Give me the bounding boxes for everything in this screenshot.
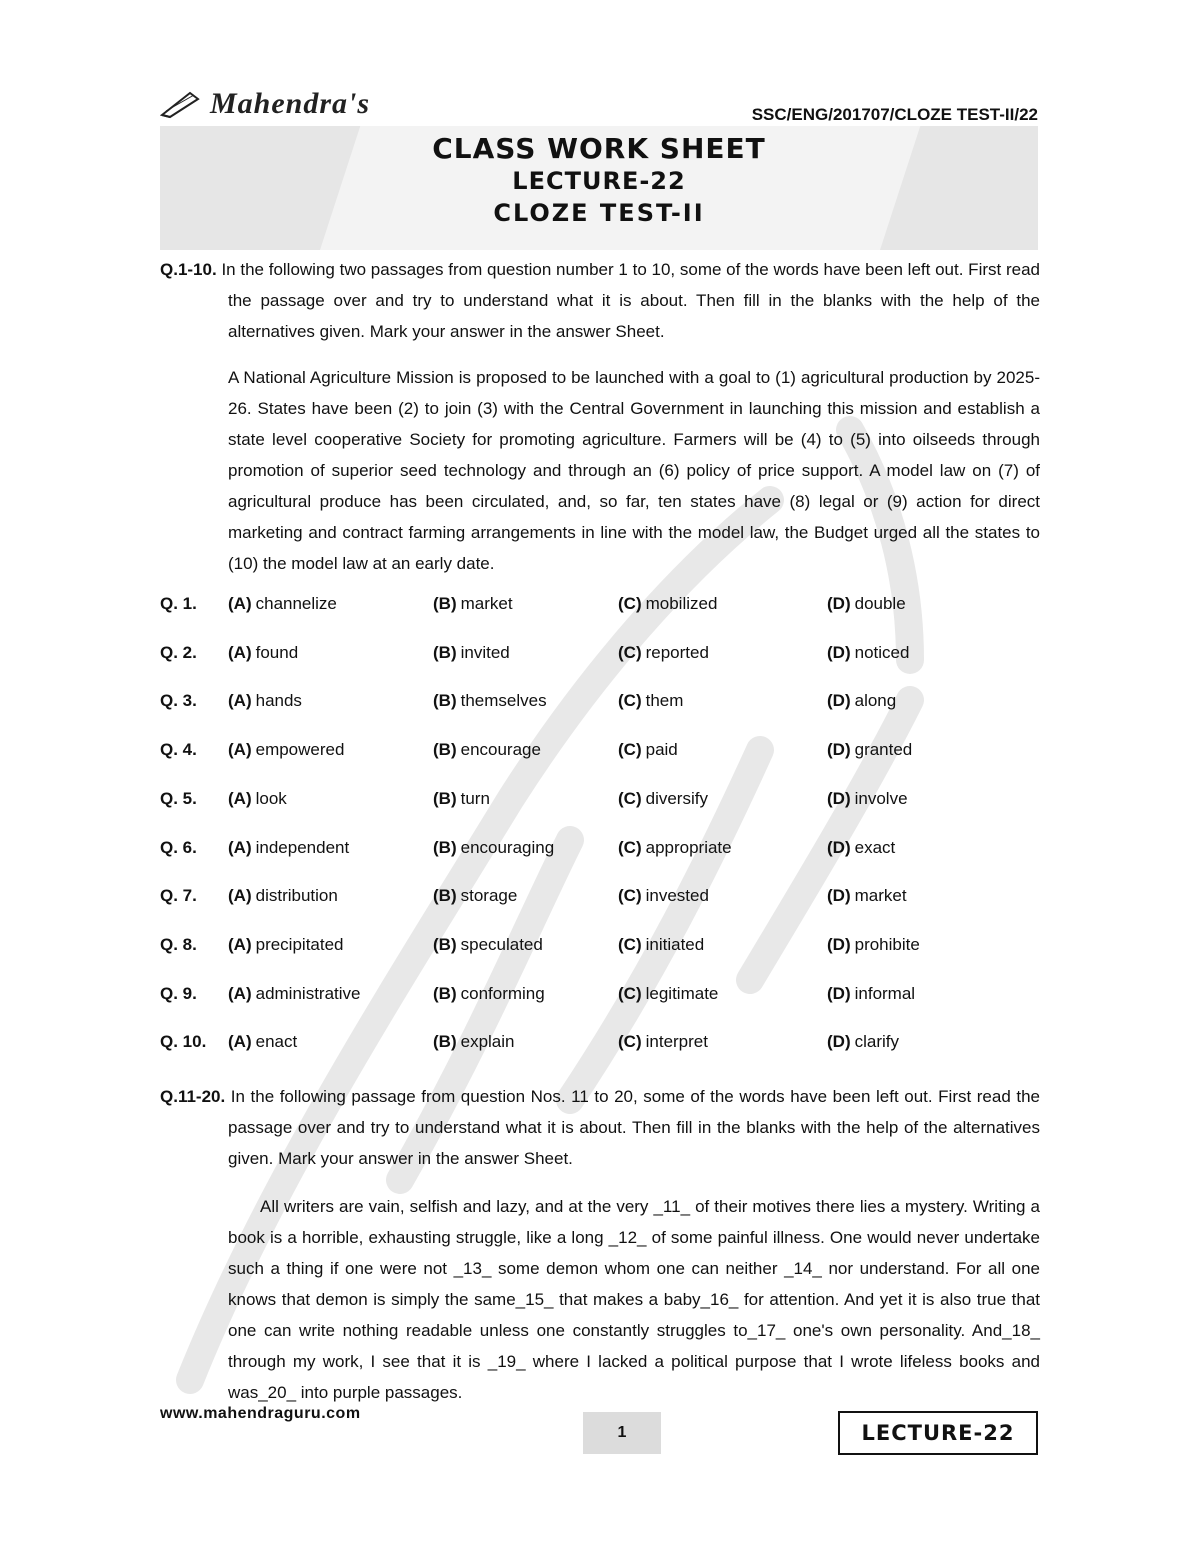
question-number: Q. 2. <box>160 642 197 662</box>
option-a <box>228 886 338 906</box>
option-text: look <box>255 788 287 808</box>
option-b <box>433 886 517 906</box>
option-text: along <box>854 691 897 711</box>
option-b <box>433 691 547 711</box>
option-label: (B) <box>433 983 457 1003</box>
question-number: Q. 5. <box>160 788 197 808</box>
option-label: (A) <box>228 837 252 857</box>
option-b <box>433 789 490 809</box>
option-text: encouraging <box>460 837 555 857</box>
option-text: initiated <box>645 934 705 954</box>
sheet-title: CLASS WORK SHEET <box>432 132 766 165</box>
section2-instructions <box>160 1081 1040 1174</box>
option-c <box>618 838 732 858</box>
question-number: Q. 10. <box>160 1032 207 1052</box>
question-row <box>160 691 1040 721</box>
option-d <box>827 935 920 955</box>
option-text: themselves <box>460 691 547 711</box>
option-label: (A) <box>228 642 252 662</box>
option-label: (C) <box>618 788 642 808</box>
option-label: (C) <box>618 886 642 906</box>
option-label: (B) <box>433 740 457 760</box>
option-label: (A) <box>228 886 252 906</box>
option-text: appropriate <box>645 837 732 857</box>
section1-instructions <box>160 254 1040 347</box>
section1-instructions-text: In the following two passages from question number 1 to 10, some of the words have been left out. First read the passage over and try to understand what it is about. Then fill in the blanks with the help of the alternatives given. Mark your answer in the answer Sheet. <box>221 260 1040 341</box>
pen-icon <box>160 89 204 119</box>
option-label: (B) <box>433 642 457 662</box>
option-d <box>827 691 896 711</box>
option-label: (D) <box>827 788 851 808</box>
option-text: market <box>854 886 907 906</box>
option-text: prohibite <box>854 934 920 954</box>
passage1-text: A National Agriculture Mission is proposed to be launched with a goal to (1) agricultural production by 2025-26. States have been (2) to join (3) with the Central Government in launching this mission and establish a state level cooperative Society for promoting agriculture. Farmers will be (4) to (5) into oilseeds through promotion of superior seed technology and through an (6) policy of price support. A model law on (7) of agricultural produce has been circulated, and, so far, ten states have (8) legal or (9) action for direct marketing and contract farming arrangements in line with the model law, the Budget urged all the states to (10) the model law at an early date. <box>228 368 1040 573</box>
option-text: channelize <box>255 594 337 613</box>
option-c <box>618 935 704 955</box>
question-row <box>160 643 1040 673</box>
option-label: (C) <box>618 837 642 857</box>
question-number: Q. 4. <box>160 740 197 760</box>
option-text: market <box>460 594 513 613</box>
option-text: independent <box>255 837 350 857</box>
option-label: (A) <box>228 983 252 1003</box>
question-row <box>160 984 1040 1014</box>
question-number: Q. 7. <box>160 886 197 906</box>
option-label: (A) <box>228 594 252 613</box>
question-row <box>160 789 1040 819</box>
option-c <box>618 789 708 809</box>
option-text: precipitated <box>255 934 344 954</box>
question-row <box>160 935 1040 965</box>
option-label: (A) <box>228 1032 252 1052</box>
option-d <box>827 740 912 760</box>
option-c <box>618 691 683 711</box>
option-text: storage <box>460 886 518 906</box>
option-b <box>433 740 541 760</box>
option-label: (C) <box>618 983 642 1003</box>
lecture-title: LECTURE-22 <box>512 167 686 195</box>
question-number: Q. 3. <box>160 691 197 711</box>
option-text: speculated <box>460 934 543 954</box>
option-label: (D) <box>827 642 851 662</box>
option-text: mobilized <box>645 594 718 613</box>
option-label: (A) <box>228 691 252 711</box>
section1-passage <box>160 362 1040 579</box>
title-banner <box>160 126 1038 250</box>
option-label: (D) <box>827 886 851 906</box>
option-text: administrative <box>255 983 361 1003</box>
option-c <box>618 984 718 1004</box>
option-a <box>228 935 344 955</box>
section1-label: Q.1-10. <box>160 260 217 279</box>
option-a <box>228 594 337 614</box>
option-d <box>827 1032 899 1052</box>
section2-instructions-text: In the following passage from question Nos. 11 to 20, some of the words have been left out. First read the passage over and try to understand what it is about. Then fill in the blanks with the help of the alternatives given. Mark your answer in the answer Sheet. <box>228 1087 1040 1168</box>
question-number: Q. 9. <box>160 983 197 1003</box>
option-text: turn <box>460 788 490 808</box>
question-row <box>160 1032 1040 1062</box>
option-b <box>433 643 510 663</box>
question-number: Q. 8. <box>160 934 197 954</box>
option-b <box>433 838 554 858</box>
option-a <box>228 691 302 711</box>
option-text: interpret <box>645 1032 708 1052</box>
option-text: explain <box>460 1032 515 1052</box>
option-c <box>618 740 678 760</box>
option-b <box>433 984 545 1004</box>
passage2-text: All writers are vain, selfish and lazy, and at the very _11_ of their motives there lies a mystery. Writing a book is a horrible, exhausting struggle, like a long _12_ of some painful illness. One would never undertake such a thing if one were not _13_ some demon whom one can neither _14_ nor understand. For all one knows that demon is simply the same_15_ that makes a baby_16_ for attention. And yet it is also true that one can write nothing readable unless one constantly struggles to_17_ one's own personality. And_18_ through my work, I see that it is _19_ where I lacked a political purpose that I wrote lifeless books and was_20_ into purple passages. <box>228 1197 1040 1402</box>
option-label: (A) <box>228 934 252 954</box>
option-b <box>433 1032 514 1052</box>
option-text: invited <box>460 642 510 662</box>
option-label: (C) <box>618 934 642 954</box>
option-d <box>827 838 895 858</box>
option-text: them <box>645 691 684 711</box>
question-row <box>160 886 1040 916</box>
option-c <box>618 594 717 614</box>
option-text: paid <box>645 740 678 760</box>
option-text: diversify <box>645 788 708 808</box>
option-text: invested <box>645 886 709 906</box>
option-label: (D) <box>827 594 851 613</box>
option-d <box>827 594 906 614</box>
option-a <box>228 740 344 760</box>
page-number: 1 <box>583 1412 661 1454</box>
question-row <box>160 740 1040 770</box>
question-row <box>160 838 1040 868</box>
option-label: (B) <box>433 788 457 808</box>
option-label: (D) <box>827 1032 851 1052</box>
option-label: (C) <box>618 642 642 662</box>
option-label: (C) <box>618 740 642 760</box>
option-d <box>827 789 908 809</box>
option-a <box>228 1032 297 1052</box>
option-text: reported <box>645 642 709 662</box>
option-label: (C) <box>618 594 642 613</box>
option-text: clarify <box>854 1032 900 1052</box>
option-label: (B) <box>433 837 457 857</box>
option-label: (B) <box>433 594 457 613</box>
option-d <box>827 886 907 906</box>
option-text: noticed <box>854 642 910 662</box>
option-label: (A) <box>228 740 252 760</box>
question-number: Q. 6. <box>160 837 197 857</box>
option-label: (B) <box>433 886 457 906</box>
option-label: (C) <box>618 691 642 711</box>
option-text: encourage <box>460 740 541 760</box>
document-code: SSC/ENG/201707/CLOZE TEST-II/22 <box>751 105 1038 124</box>
option-text: exact <box>854 837 896 857</box>
option-text: found <box>255 642 299 662</box>
option-label: (D) <box>827 934 851 954</box>
option-b <box>433 935 543 955</box>
option-text: distribution <box>255 886 338 906</box>
option-label: (D) <box>827 983 851 1003</box>
option-text: conforming <box>460 983 545 1003</box>
section2-label: Q.11-20. <box>160 1087 226 1106</box>
option-label: (B) <box>433 1032 457 1052</box>
option-text: involve <box>854 788 908 808</box>
option-label: (D) <box>827 837 851 857</box>
option-b <box>433 594 513 614</box>
option-a <box>228 984 360 1004</box>
question-number: Q. 1. <box>160 594 197 613</box>
option-c <box>618 1032 708 1052</box>
option-text: informal <box>854 983 916 1003</box>
question-row <box>160 594 1040 624</box>
option-d <box>827 643 909 663</box>
option-c <box>618 643 709 663</box>
brand-name: Mahendra's <box>210 87 371 120</box>
option-text: legitimate <box>645 983 719 1003</box>
subject-title: CLOZE TEST-II <box>493 199 705 227</box>
option-d <box>827 984 915 1004</box>
option-label: (B) <box>433 934 457 954</box>
brand-logo <box>160 84 370 124</box>
option-a <box>228 838 349 858</box>
option-text: empowered <box>255 740 345 760</box>
option-text: double <box>854 594 906 613</box>
option-text: granted <box>854 740 913 760</box>
option-c <box>618 886 709 906</box>
option-text: enact <box>255 1032 298 1052</box>
option-label: (C) <box>618 1032 642 1052</box>
website-url: www.mahendraguru.com <box>160 1405 361 1422</box>
option-label: (A) <box>228 788 252 808</box>
section2-passage <box>160 1191 1040 1408</box>
option-text: hands <box>255 691 302 711</box>
option-label: (D) <box>827 691 851 711</box>
option-a <box>228 643 298 663</box>
lecture-badge: LECTURE-22 <box>838 1411 1038 1455</box>
option-label: (B) <box>433 691 457 711</box>
option-a <box>228 789 287 809</box>
option-label: (D) <box>827 740 851 760</box>
